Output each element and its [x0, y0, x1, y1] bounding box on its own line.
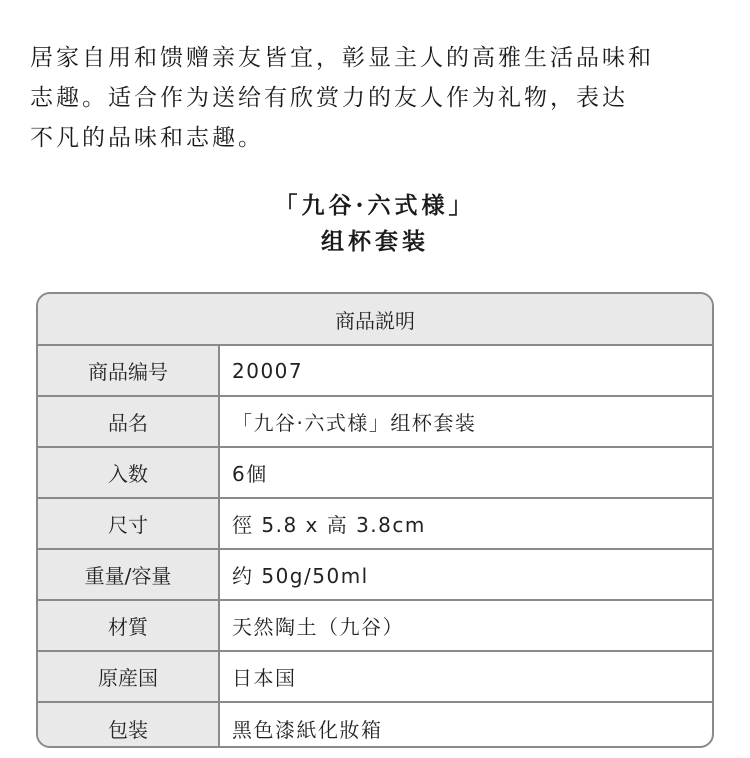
spec-value: 天然陶土（九谷） [232, 615, 404, 639]
spec-value: 6個 [232, 462, 268, 486]
intro-paragraph [30, 38, 730, 158]
product-title-line2: 组杯套装 [321, 228, 429, 255]
spec-label: 包装 [38, 703, 220, 748]
spec-row-size [38, 499, 712, 550]
spec-label: 原産国 [38, 652, 220, 701]
spec-row-item-number [38, 346, 712, 397]
spec-value: 徑 5.8 x 高 3.8cm [232, 513, 426, 537]
spec-label: 商品编号 [38, 346, 220, 395]
spec-value: 黑色漆紙化妝箱 [232, 717, 383, 742]
spec-row-product-name [38, 397, 712, 448]
spec-value: 20007 [232, 358, 304, 383]
spec-value: 日本国 [232, 666, 297, 690]
spec-row-quantity [38, 448, 712, 499]
intro-line: 不凡的品味和志趣。 [30, 125, 264, 151]
spec-table-header: 商品説明 [38, 294, 712, 346]
spec-label: 尺寸 [38, 499, 220, 548]
intro-line: 志趣。适合作为送给有欣赏力的友人作为礼物，表达 [30, 85, 628, 111]
spec-value: 「九谷·六式様」组杯套装 [232, 411, 477, 435]
intro-line: 居家自用和馈赠亲友皆宜，彰显主人的高雅生活品味和 [30, 45, 654, 71]
product-title [0, 188, 750, 260]
spec-row-material [38, 601, 712, 652]
spec-row-origin [38, 652, 712, 703]
spec-value: 约 50g/50ml [232, 564, 369, 588]
spec-row-weight-capacity [38, 550, 712, 601]
spec-row-packaging [38, 703, 712, 748]
spec-label: 入数 [38, 448, 220, 497]
spec-label: 品名 [38, 397, 220, 446]
spec-label: 重量/容量 [38, 550, 220, 599]
product-title-line1: 「九谷·六式様」 [274, 192, 476, 219]
spec-table [36, 292, 714, 748]
spec-label: 材質 [38, 601, 220, 650]
